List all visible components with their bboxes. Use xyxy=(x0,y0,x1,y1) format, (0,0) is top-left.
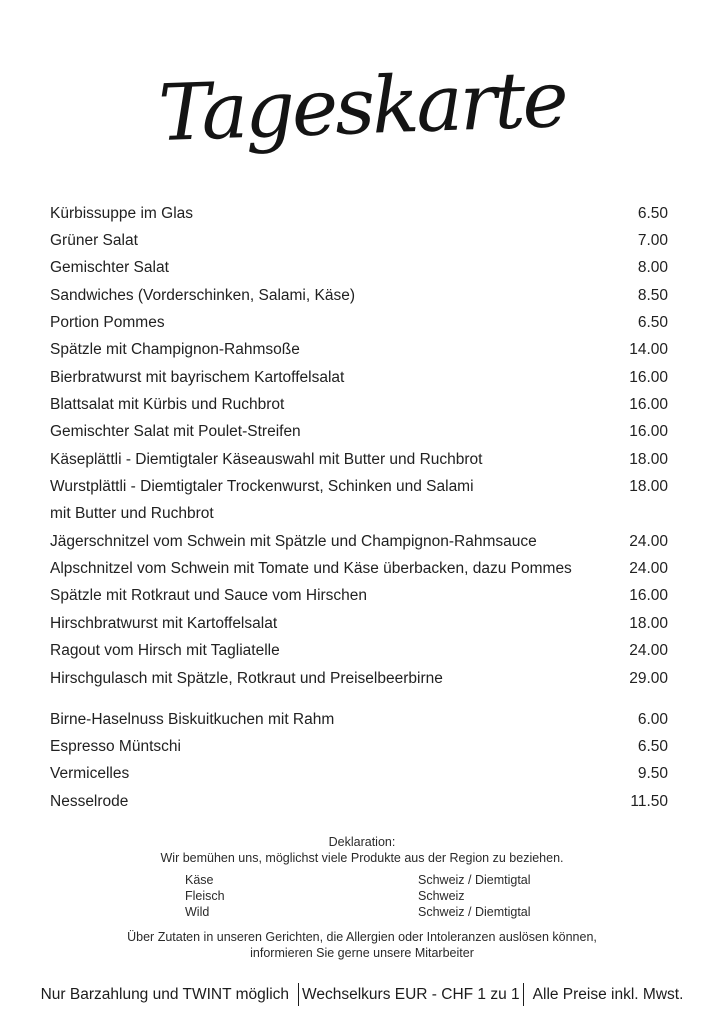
menu-list xyxy=(50,200,668,692)
menu-item-name: Sandwiches (Vorderschinken, Salami, Käse) xyxy=(50,286,355,304)
origin-row xyxy=(0,888,724,904)
menu-item-price: 24.00 xyxy=(629,560,668,578)
menu-item-name: Espresso Müntschi xyxy=(50,738,181,756)
origin-value: Schweiz / Diemtigtal xyxy=(418,873,531,887)
menu-item-name: Gemischter Salat xyxy=(50,259,169,277)
payment-note: Nur Barzahlung und TWINT möglich xyxy=(40,985,290,1003)
separator-bar xyxy=(523,983,524,1006)
menu-item-row xyxy=(50,706,668,733)
menu-item-price: 24.00 xyxy=(629,642,668,660)
menu-item-name: Grüner Salat xyxy=(50,232,138,250)
menu-item-name: Ragout vom Hirsch mit Tagliatelle xyxy=(50,642,280,660)
menu-item-price: 14.00 xyxy=(629,341,668,359)
menu-item-name: Alpschnitzel vom Schwein mit Tomate und Käse überbacken, dazu Pommes xyxy=(50,560,572,578)
menu-item-price: 7.00 xyxy=(637,232,668,250)
menu-item-price: 18.00 xyxy=(629,478,668,496)
menu-item-name: Gemischter Salat mit Poulet-Streifen xyxy=(50,423,301,441)
exchange-rate-note: Wechselkurs EUR - CHF 1 zu 1 xyxy=(302,985,520,1003)
menu-item-name: Vermicelles xyxy=(50,765,130,783)
footer-note xyxy=(0,983,724,1006)
dessert-list xyxy=(50,706,668,815)
origin-category: Käse xyxy=(185,873,214,887)
origin-value: Schweiz / Diemtigtal xyxy=(418,905,531,919)
menu-item-row xyxy=(50,761,668,788)
menu-item-row xyxy=(50,610,668,637)
menu-item-price: 8.50 xyxy=(637,286,668,304)
menu-item-price: 6.00 xyxy=(637,710,668,728)
menu-item-price: 18.00 xyxy=(629,450,668,468)
menu-item-name: Käseplättli - Diemtigtaler Käseauswahl mit Butter und Ruchbrot xyxy=(50,450,483,468)
declaration-intro: Wir bemühen uns, möglichst viele Produkte aus der Region zu beziehen. xyxy=(160,851,564,865)
origin-category: Fleisch xyxy=(185,889,225,903)
menu-item-price: 6.50 xyxy=(637,314,668,332)
menu-item-name: Nesselrode xyxy=(50,792,129,810)
menu-item-price: 6.50 xyxy=(637,204,668,222)
menu-item-name: Birne-Haselnuss Biskuitkuchen mit Rahm xyxy=(50,710,335,728)
menu-item-row xyxy=(50,391,668,418)
allergy-note-line1: Über Zutaten in unseren Gerichten, die Allergien oder Intoleranzen auslösen können, xyxy=(127,930,597,944)
menu-item-row xyxy=(50,364,668,391)
menu-item-row xyxy=(50,583,668,610)
allergy-note-line2: informieren Sie gerne unsere Mitarbeiter xyxy=(250,946,474,960)
allergy-note xyxy=(0,929,724,961)
menu-item-row xyxy=(50,419,668,446)
menu-item-name: Bierbratwurst mit bayrischem Kartoffelsalat xyxy=(50,368,345,386)
menu-item-name: Spätzle mit Rotkraut und Sauce vom Hirschen xyxy=(50,587,368,605)
vat-note: Alle Preise inkl. Mwst. xyxy=(532,985,684,1003)
menu-item-name: Hirschbratwurst mit Kartoffelsalat xyxy=(50,614,278,632)
menu-item-price: 16.00 xyxy=(629,423,668,441)
menu-item-name: mit Butter und Ruchbrot xyxy=(50,505,214,523)
origin-value: Schweiz xyxy=(418,889,465,903)
menu-item-row xyxy=(50,309,668,336)
menu-item-row xyxy=(50,473,668,500)
origin-row xyxy=(0,872,724,888)
menu-item-row xyxy=(50,200,668,227)
menu-item-row xyxy=(50,665,668,692)
menu-item-price: 24.00 xyxy=(629,532,668,550)
origin-table xyxy=(0,872,724,920)
menu-item-row xyxy=(50,555,668,582)
menu-item-row xyxy=(50,788,668,815)
declaration-section xyxy=(0,834,724,961)
menu-item-name: Jägerschnitzel vom Schwein mit Spätzle und Champignon-Rahmsauce xyxy=(50,532,537,550)
menu-item-price: 29.00 xyxy=(629,669,668,687)
menu-item-price: 16.00 xyxy=(629,396,668,414)
menu-item-row xyxy=(50,282,668,309)
menu-item-name: Spätzle mit Champignon-Rahmsoße xyxy=(50,341,300,359)
menu-item-row xyxy=(50,733,668,760)
declaration-heading: Deklaration: xyxy=(328,835,396,849)
menu-item-price: 6.50 xyxy=(637,738,668,756)
separator-bar xyxy=(298,983,299,1006)
menu-item-name: Kürbissuppe im Glas xyxy=(50,204,194,222)
origin-row xyxy=(0,904,724,920)
menu-item-name: Blattsalat mit Kürbis und Ruchbrot xyxy=(50,396,285,414)
menu-item-price: 18.00 xyxy=(629,614,668,632)
menu-item-row xyxy=(50,446,668,473)
menu-item-name: Wurstplättli - Diemtigtaler Trockenwurst, Schinken und Salami xyxy=(50,478,474,496)
menu-item-row xyxy=(50,528,668,555)
menu-item-row xyxy=(50,337,668,364)
menu-item-price: 8.00 xyxy=(637,259,668,277)
menu-item-price: 16.00 xyxy=(629,368,668,386)
menu-item-name: Portion Pommes xyxy=(50,314,165,332)
page-title: Tageskarte xyxy=(156,54,568,160)
menu-item-price: 16.00 xyxy=(629,587,668,605)
menu-item-name: Hirschgulasch mit Spätzle, Rotkraut und Preiselbeerbirne xyxy=(50,669,443,687)
menu-item-price: 11.50 xyxy=(630,792,668,810)
menu-item-price: 9.50 xyxy=(637,765,668,783)
menu-item-row xyxy=(50,227,668,254)
menu-item-row xyxy=(50,638,668,665)
origin-category: Wild xyxy=(185,905,210,919)
menu-item-row xyxy=(50,501,668,528)
menu-item-row xyxy=(50,255,668,282)
